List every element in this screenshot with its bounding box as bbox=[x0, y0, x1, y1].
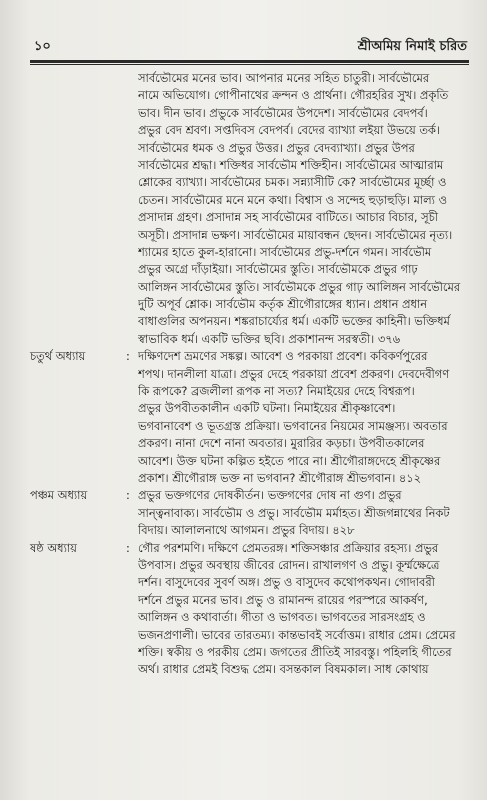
text-line: উপবাস। প্রভুর অবস্থায় জীবের রোদন। রাখালগণ ও প্রভু। কূর্ম্মক্ষেত্রে bbox=[138, 557, 440, 572]
chapter-4-entry bbox=[30, 348, 467, 487]
chapter-label: ষষ্ঠ অধ্যায় bbox=[30, 540, 77, 555]
text-line: অসূচী। প্রসাদান্ন ভক্ষণ। সার্বভৌমের মায়াবন্ধন ছেদন। সার্বভৌমের নৃত্য। bbox=[138, 227, 453, 242]
chapter-label: চতুর্থ অধ্যায় bbox=[30, 349, 86, 364]
text-line: দুটি অপূর্ব শ্লোক। সার্বভৌম কর্তৃক শ্রীগৌরাঙ্গের ধ্যান। প্রধান প্রধান bbox=[138, 297, 428, 312]
chapter-summary bbox=[138, 487, 467, 539]
text-line: প্রভুর অগ্রে দাঁড়াইয়া। সার্বভৌমের স্তুতি। সার্বভৌমকে প্রভুর গাঢ় bbox=[138, 262, 418, 277]
chapter-summary bbox=[138, 348, 467, 487]
text-line: প্রকাশ। শ্রীগৌরাঙ্গ ভক্ত না ভগবান? শ্রীগৌরাঙ্গ শ্রীভগবান। ৪১২ bbox=[138, 470, 422, 485]
text-line: স্বাভাবিক ধর্ম। একটি ভক্তির ছবি। প্রকাশানন্দ সরস্বতী। ৩৭৬ bbox=[138, 331, 401, 346]
text-line: ভাব। দীন ভাব। প্রভুকে সার্বভৌমের উপদেশ। সার্বভৌমের বেদপর্ব। bbox=[138, 105, 428, 120]
separator-colon: : bbox=[126, 488, 130, 503]
running-title: শ্রীঅমিয় নিমাই চরিত bbox=[357, 39, 467, 54]
text-line: আলিঙ্গন ও কথাবার্তা। গীতা ও ভাগবত। ভাগবতের সারসংগ্রহ ও bbox=[138, 610, 426, 625]
text-line: সার্বভৌমের ধমক ও প্রভুর উত্তর। প্রভুর বেদব্যাখ্যা। প্রভুর উপর bbox=[138, 140, 415, 155]
separator-colon: : bbox=[126, 540, 130, 555]
text-line: সার্বভৌমের শ্রদ্ধা। শক্তিধর সার্বভৌম শক্তিহীন। সার্বভৌমের আত্মারাম bbox=[138, 157, 444, 172]
text-line: প্রভুর বেদ শ্রবণ। সপ্তদিবস বেদপর্ব। বেদের ব্যাখ্যা লইয়া উভয়ে তর্ক। bbox=[138, 123, 440, 138]
text-line: শ্যামের হাতে কুল-হারানো। সার্বভৌমের প্রভু-দর্শনে গমন। সার্বভৌম bbox=[138, 244, 432, 259]
text-line: শ্লোকের ব্যাখ্যা। সার্বভৌমের চমক। সন্ন্যাসীটি কে? সার্বভৌমের মূর্চ্ছা ও bbox=[138, 175, 447, 190]
text-line: দর্শনে প্রভুর মনের ভাব। প্রভু ও রামানন্দ রায়ের পরস্পরে আকর্ষণ, bbox=[138, 592, 428, 607]
text-line: গৌর পরশমণি। দক্ষিণে প্রেমতরঙ্গ। শক্তিসঞ্চার প্রক্রিয়ার রহস্য। প্রভুর bbox=[138, 540, 439, 555]
text-line: দক্ষিণদেশ ভ্রমণের সঙ্কল্প। আবেশ ও পরকায়া প্রবেশ। কবিকর্ণপুরের bbox=[138, 349, 428, 364]
text-line: বাধাগুলির অপনয়ন। শঙ্করাচার্য্যের ধর্ম। একটি ভক্তের কাহিনী। ভক্তিধর্ম bbox=[138, 314, 450, 329]
table-of-contents bbox=[30, 70, 467, 796]
text-line: আলিঙ্গন সার্বভৌমের স্তুতি। সার্বভৌমকে প্রভুর গাঢ় আলিঙ্গন সার্বভৌমের bbox=[138, 279, 461, 294]
chapter-summary bbox=[138, 540, 467, 679]
chapter-6-entry bbox=[30, 540, 467, 679]
text-line: শপথ। দানলীলা যাত্রা। প্রভুর দেহে পরকায়া প্রবেশ প্রকরণ। দেবদেবীগণ bbox=[138, 366, 450, 381]
header-rule bbox=[30, 60, 469, 63]
text-line: শক্তি। স্বকীয় ও পরকীয় প্রেম। জগতের প্রীতিই সারবস্তু। পহিলহি গীতের bbox=[138, 644, 452, 659]
page-number: ১০ bbox=[34, 39, 51, 54]
text-line: আবেশ। উক্ত ঘটনা কল্পিত হইতে পারে না। শ্রীগৌরাঙ্গদেহে শ্রীকৃষ্ণের bbox=[138, 453, 441, 468]
text-line: নামে অভিযোগ। গোপীনাথের ক্রন্দন ও প্রার্থনা। গৌরহরির সুখ। প্রকৃতি bbox=[138, 88, 449, 103]
separator-colon: : bbox=[126, 349, 130, 364]
text-line: সার্বভৌমের মনের ভাব। আপনার মনের সহিত চাতুরী। সার্বভৌমের bbox=[138, 71, 430, 85]
text-line: প্রকরণ। নানা দেশে নানা অবতার। মুরারির কড়চা। উপবীতকালের bbox=[138, 436, 425, 451]
chapter-5-entry bbox=[30, 487, 467, 539]
page-header bbox=[34, 34, 467, 58]
text-line: চেতন। সার্বভৌমের মনে মনে কথা। বিশ্বাস ও সন্দেহ হুড়াহুড়ি। মাল্য ও bbox=[138, 192, 447, 207]
text-line: প্রভুর ভক্তগণের দোষকীর্তন। ভক্তগণের দোষ না গুণ। প্রভুর bbox=[138, 488, 402, 503]
text-line: ভজনপ্রণালী। ভাবের তারতম্য। কান্তভাবই সর্বোত্তম। রাধার প্রেম। প্রেমের bbox=[138, 627, 456, 642]
text-line: বিদায়। আলালনাথে আগমন। প্রভুর বিদায়। ৪২৮ bbox=[138, 523, 355, 538]
intro-section bbox=[30, 70, 467, 348]
text-line: কি রূপকে? ব্রজলীলা রূপক না সত্য? নিমাইয়ের দেহে বিশ্বরূপ। bbox=[138, 384, 415, 399]
header-rule-thin bbox=[30, 64, 469, 65]
text-line: প্রভুর উপবীতকালীন একটি ঘটনা। নিমাইয়ের শ্রীকৃষ্ণাবেশ। bbox=[138, 401, 396, 416]
chapter-label: পঞ্চম অধ্যায় bbox=[30, 488, 88, 503]
text-line: অর্থ। রাধার প্রেমই বিশুদ্ধ প্রেম। বসন্তকাল বিষমকাল। সাধ কোথায় bbox=[138, 662, 429, 677]
text-line: ভগবানাবেশ ও ভূতগ্রস্ত প্রক্রিয়া। ভগবানের নিয়মের সামঞ্জস্য। অবতার bbox=[138, 418, 448, 433]
text-line: প্রসাদান্ন গ্রহণ। প্রসাদান্ন সহ সার্বভৌমের বাটিতে। আচার বিচার, সূচী bbox=[138, 210, 439, 225]
text-line: সান্ত্বনাবাক্য। সার্বভৌম ও প্রভু। সার্বভৌম মর্মাহত। শ্রীজগন্নাথের নিকট bbox=[138, 505, 450, 520]
text-line: দর্শন। বাসুদেবের সুবর্ণ অঙ্গ। প্রভু ও বাসুদেব কথোপকথন। গোদাবরী bbox=[138, 575, 435, 590]
